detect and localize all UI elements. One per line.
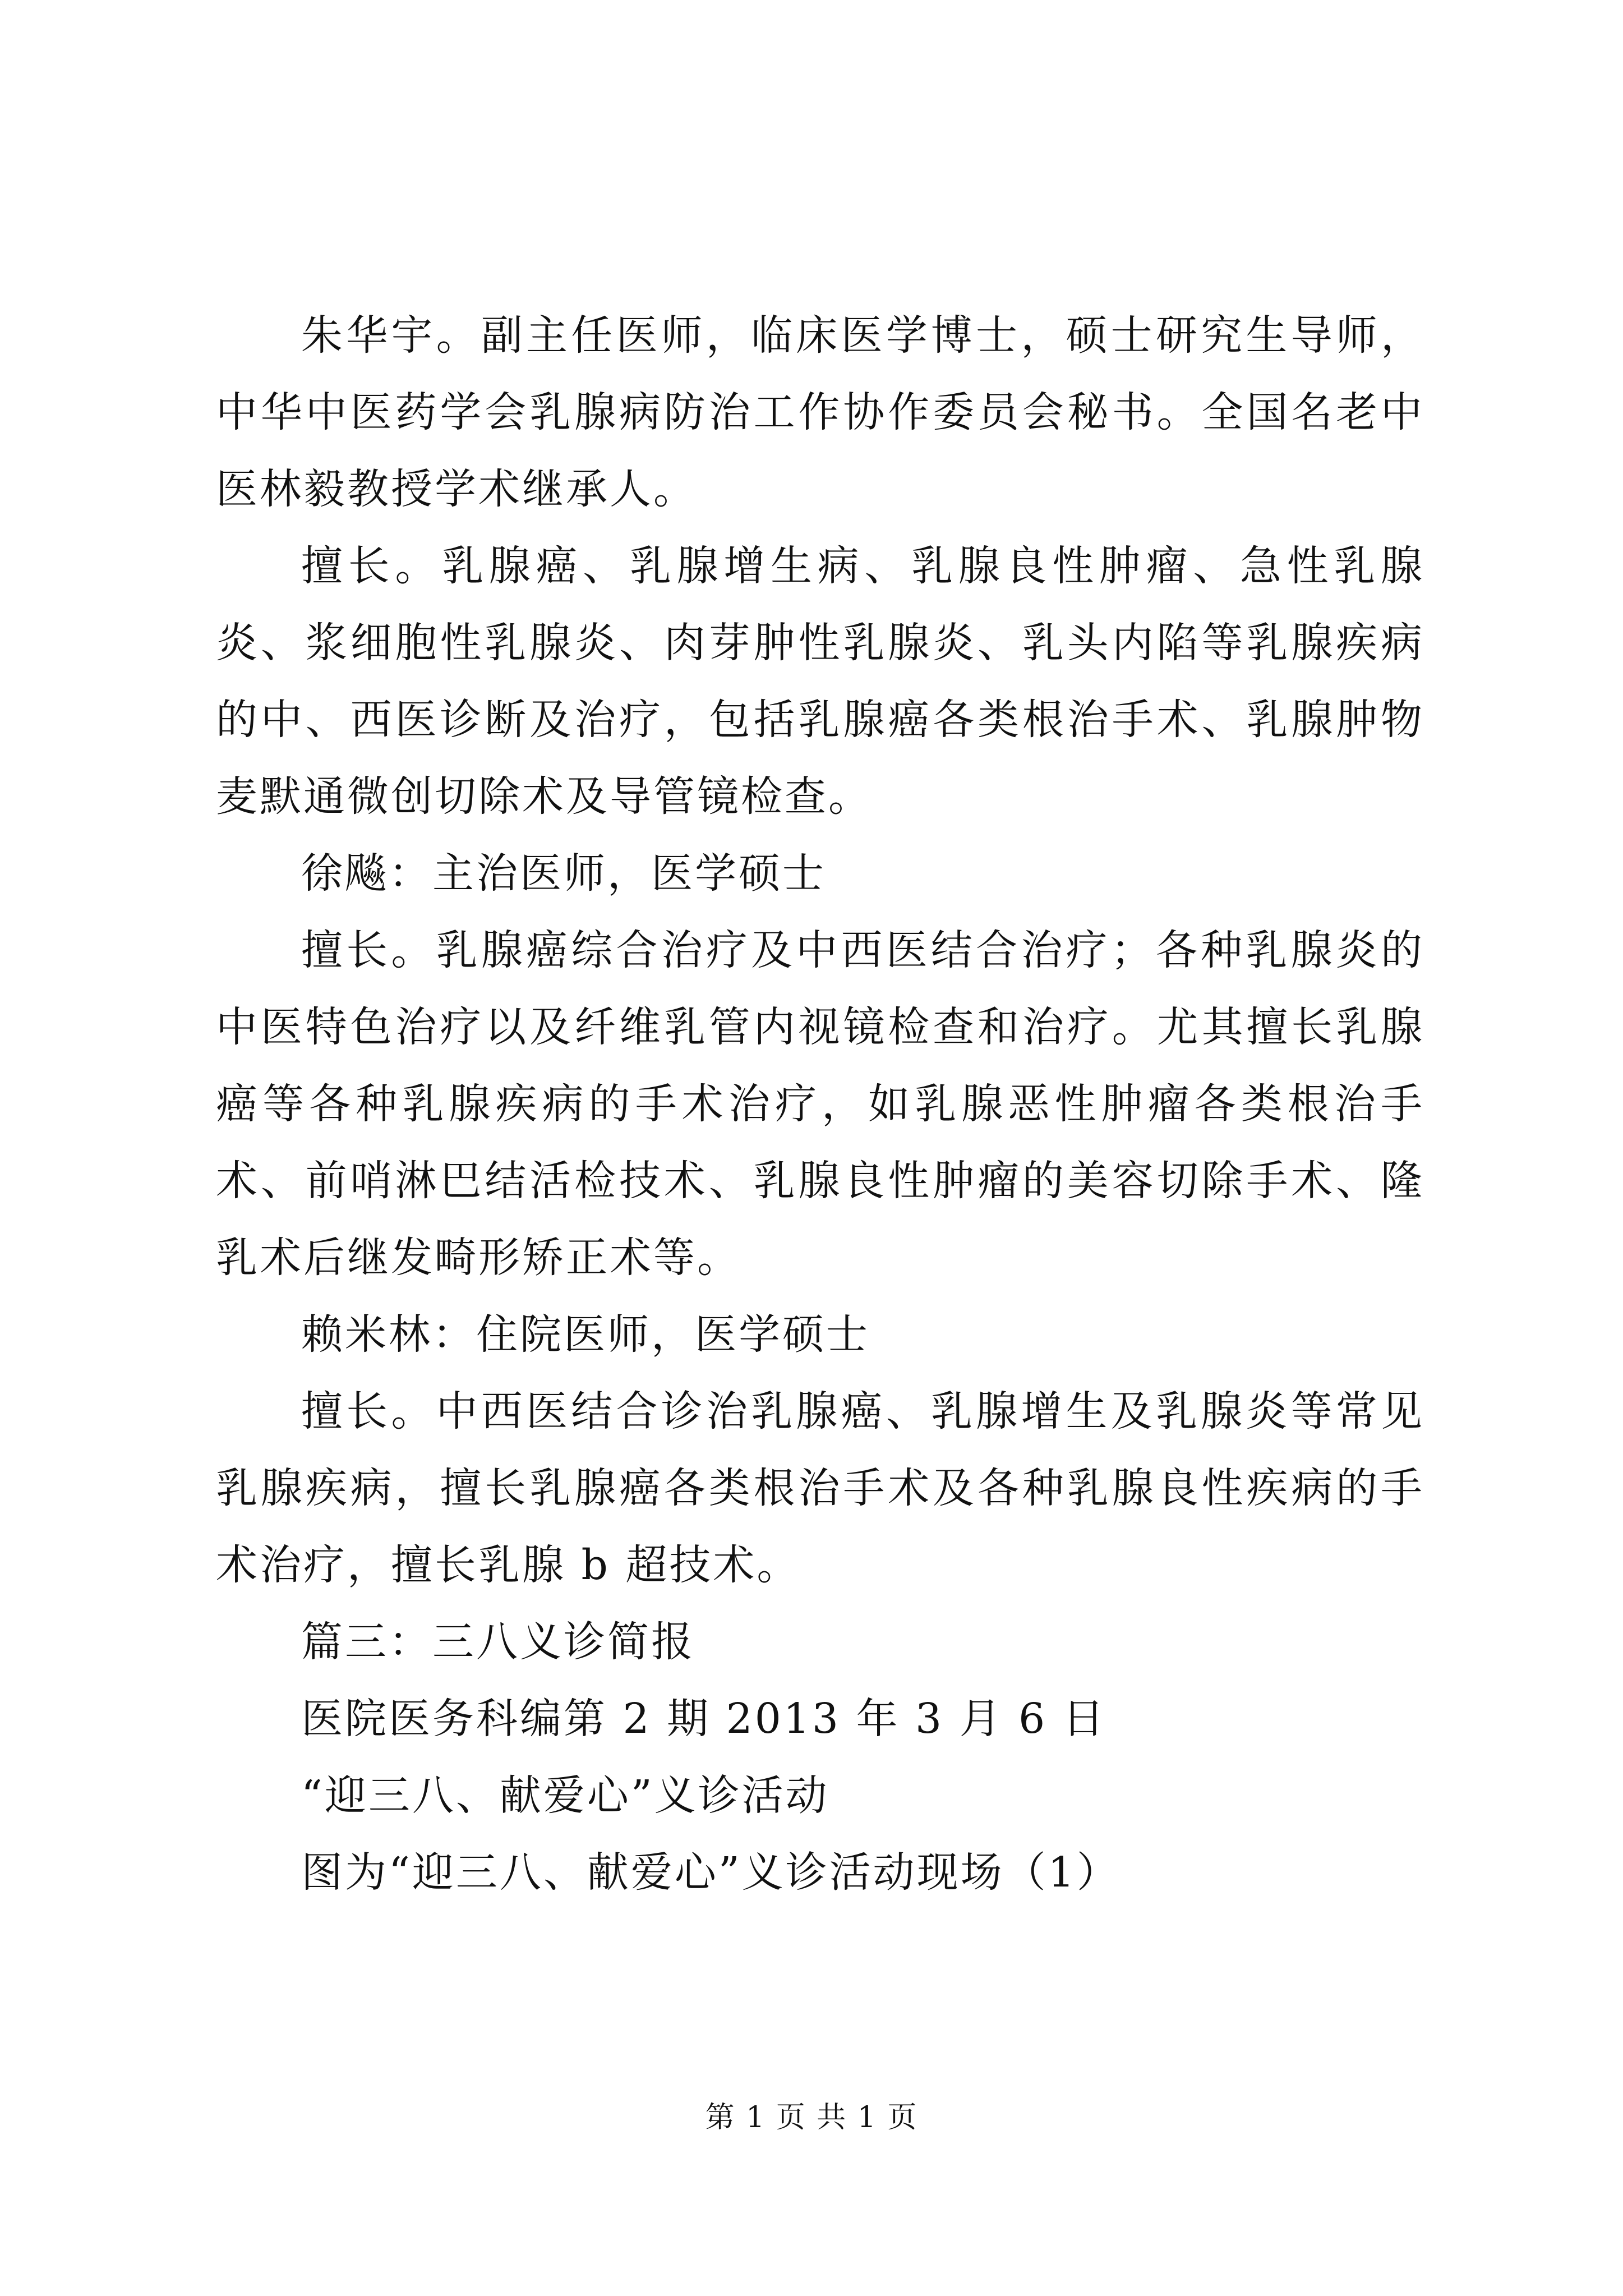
paragraph-xu-biao-specialty: 擅长。乳腺癌综合治疗及中西医结合治疗；各种乳腺炎的中医特色治疗以及纤维乳管内视镜检查和治疗。尤其擅长乳腺癌等各种乳腺疾病的手术治疗，如乳腺恶性肿瘤各类根治手术、前哨淋巴结活检技术、乳腺良性肿瘤的美容切除手术、隆乳术后继发畸形矫正术等。 [216, 926, 1424, 1282]
issue-line: 医院医务科编第 2 期 2013 年 3 月 6 日 [301, 1695, 1106, 1743]
page-footer: 第 1 页 共 1 页 [705, 2101, 918, 2134]
paragraph-zhu-huayu-bio: 朱华宇。副主任医师，临床医学博士，硕士研究生导师，中华中医药学会乳腺病防治工作协作委员会秘书。全国名老中医林毅教授学术继承人。 [216, 311, 1424, 513]
paragraph-lai-milin-specialty: 擅长。中西医结合诊治乳腺癌、乳腺增生及乳腺炎等常见乳腺疾病，擅长乳腺癌各类根治手术及各种乳腺良性疾病的手术治疗，擅长乳腺 b 超技术。 [216, 1387, 1424, 1589]
paragraph-zhu-huayu-specialty: 擅长。乳腺癌、乳腺增生病、乳腺良性肿瘤、急性乳腺炎、浆细胞性乳腺炎、肉芽肿性乳腺炎、乳头内陷等乳腺疾病的中、西医诊断及治疗，包括乳腺癌各类根治手术、乳腺肿物麦默通微创切除术及导管镜检查。 [216, 542, 1424, 821]
paragraph-xu-biao-title: 徐飚：主治医师，医学硕士 [301, 849, 826, 898]
photo-caption: 图为“迎三八、献爱心”义诊活动现场（1） [301, 1848, 1121, 1897]
section-heading: 篇三：三八义诊简报 [301, 1618, 695, 1666]
paragraph-lai-milin-title: 赖米林：住院医师，医学硕士 [301, 1310, 870, 1359]
event-title: “迎三八、献爱心”义诊活动 [301, 1772, 829, 1820]
document-body [216, 297, 1424, 1911]
